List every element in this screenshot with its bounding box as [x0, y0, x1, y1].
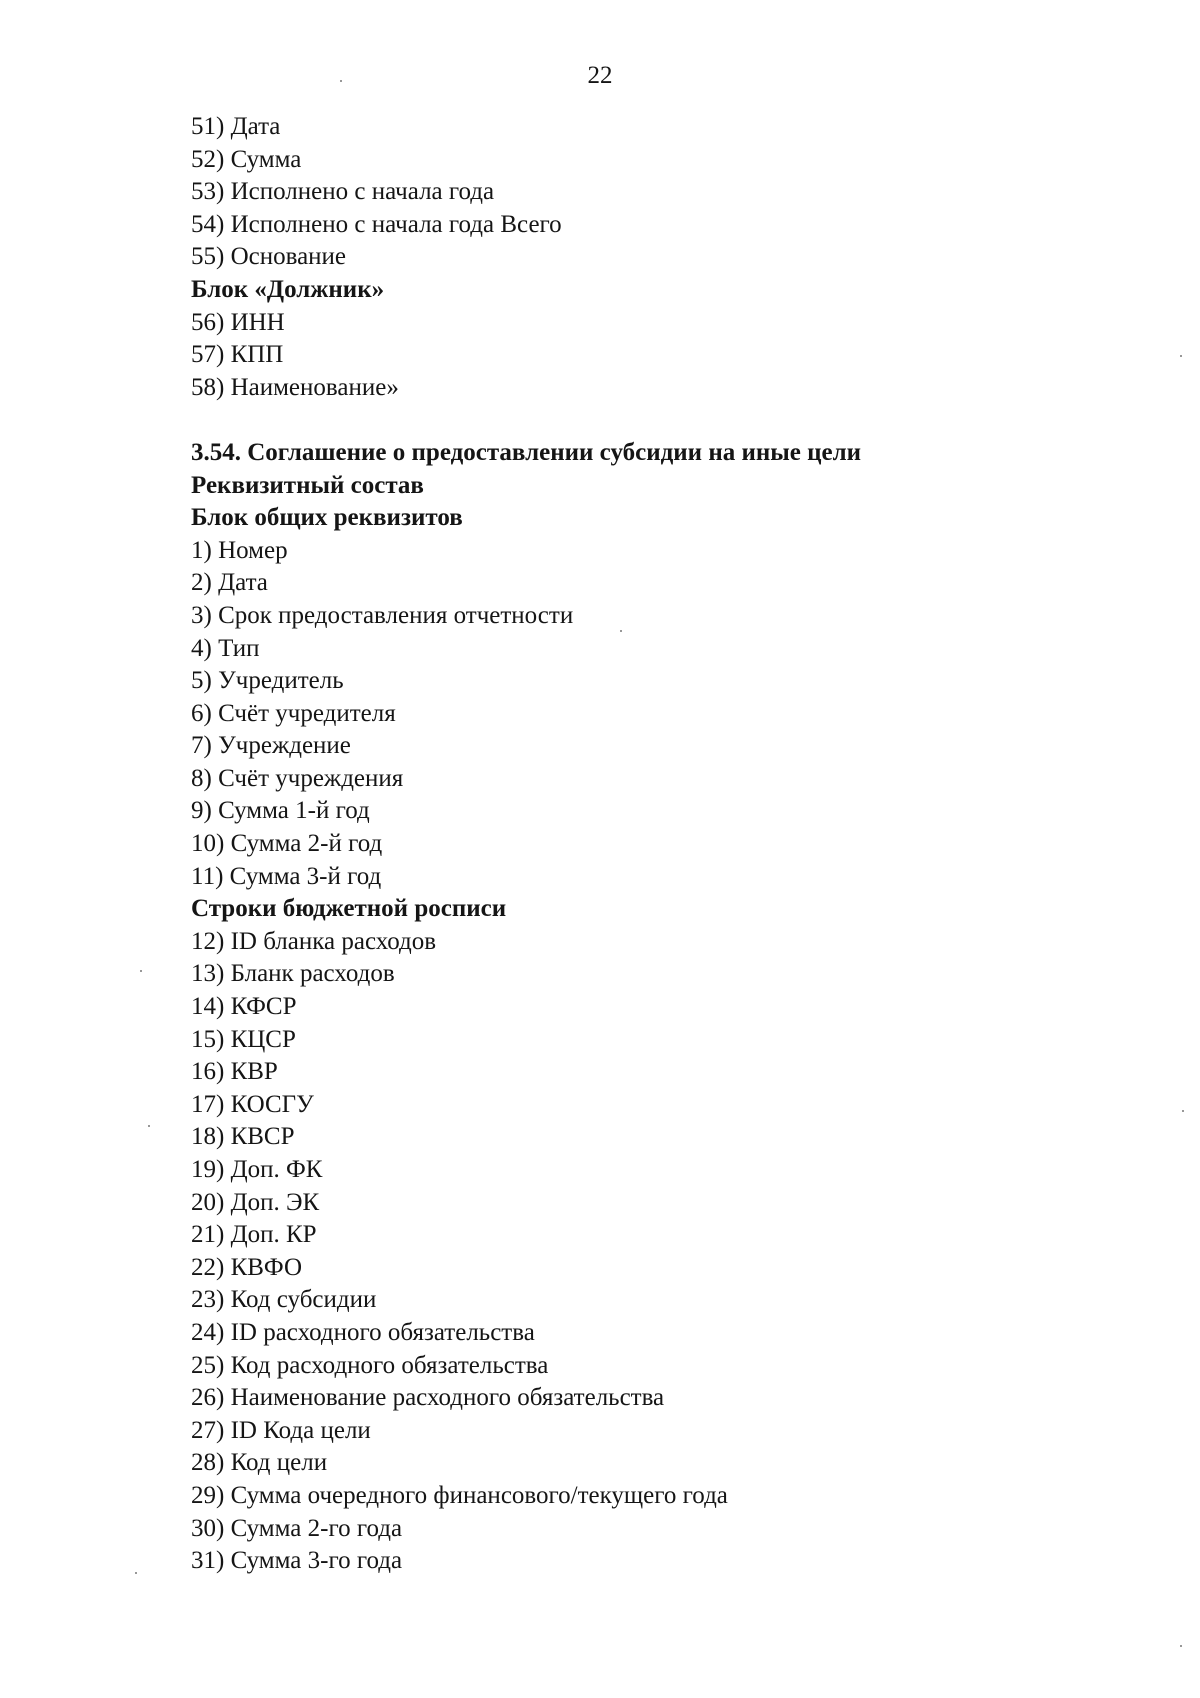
- list-item: 15) КЦСР: [191, 1025, 296, 1053]
- scan-speck: [1182, 1110, 1184, 1112]
- scan-speck: [1180, 1645, 1182, 1647]
- list-item: 1) Номер: [191, 536, 288, 564]
- list-item: 53) Исполнено с начала года: [191, 178, 495, 206]
- blank-line: [191, 404, 1171, 437]
- list-item: 30) Сумма 2-го года: [191, 1514, 403, 1542]
- list-item: 29) Сумма очередного финансового/текущего года: [191, 1481, 728, 1509]
- list-item: 58) Наименование»: [191, 373, 399, 401]
- scan-speck: [148, 1125, 150, 1127]
- section-heading: Блок общих реквизитов: [191, 504, 463, 532]
- list-item: 27) ID Кода цели: [191, 1416, 371, 1444]
- list-item: 31) Сумма 3-го года: [191, 1547, 403, 1575]
- list-item: 23) Код субсидии: [191, 1286, 377, 1314]
- scan-speck: [340, 80, 342, 82]
- list-item: 8) Счёт учреждения: [191, 764, 404, 792]
- list-item: 10) Сумма 2-й год: [191, 830, 383, 858]
- list-item: 20) Доп. ЭК: [191, 1188, 320, 1216]
- list-item: 16) КВР: [191, 1058, 278, 1086]
- list-item: 9) Сумма 1-й год: [191, 797, 370, 825]
- scan-speck: [1180, 355, 1182, 357]
- list-item: 13) Бланк расходов: [191, 960, 395, 988]
- list-item: 7) Учреждение: [191, 732, 351, 760]
- list-item: 12) ID бланка расходов: [191, 927, 437, 955]
- document-body: [191, 111, 1171, 1578]
- list-item: 56) ИНН: [191, 308, 285, 336]
- page-number: 22: [587, 62, 613, 89]
- list-item: 18) КВСР: [191, 1123, 295, 1151]
- section-heading: Реквизитный состав: [191, 471, 424, 499]
- section-heading: Блок «Должник»: [191, 275, 385, 303]
- list-item: 19) Доп. ФК: [191, 1156, 323, 1183]
- list-item: 11) Сумма 3-й год: [191, 862, 382, 890]
- list-item: 57) КПП: [191, 341, 284, 369]
- scan-speck: [140, 970, 142, 972]
- list-item: 14) КФСР: [191, 993, 297, 1021]
- list-item: 54) Исполнено с начала года Всего: [191, 210, 562, 238]
- list-item: 26) Наименование расходного обязательства: [191, 1384, 665, 1412]
- list-item: 2) Дата: [191, 569, 268, 597]
- list-item: 4) Тип: [191, 634, 260, 662]
- list-item: 6) Счёт учредителя: [191, 699, 396, 727]
- list-item: 5) Учредитель: [191, 667, 344, 695]
- list-item: 3) Срок предоставления отчетности: [191, 601, 574, 629]
- list-item: 22) КВФО: [191, 1253, 303, 1281]
- list-item: 55) Основание: [191, 243, 347, 271]
- scan-speck: [135, 1572, 137, 1574]
- list-item: 17) КОСГУ: [191, 1090, 314, 1118]
- section-heading: 3.54. Соглашение о предоставлении субсидии на иные цели: [191, 438, 862, 466]
- section-heading: Строки бюджетной росписи: [191, 895, 507, 923]
- list-item: 25) Код расходного обязательства: [191, 1351, 549, 1379]
- list-item: 24) ID расходного обязательства: [191, 1318, 535, 1346]
- list-item: 21) Доп. КР: [191, 1221, 317, 1249]
- list-item: 51) Дата: [191, 113, 281, 140]
- list-item: 52) Сумма: [191, 145, 302, 173]
- scan-speck: [620, 630, 622, 632]
- list-item: 28) Код цели: [191, 1449, 328, 1477]
